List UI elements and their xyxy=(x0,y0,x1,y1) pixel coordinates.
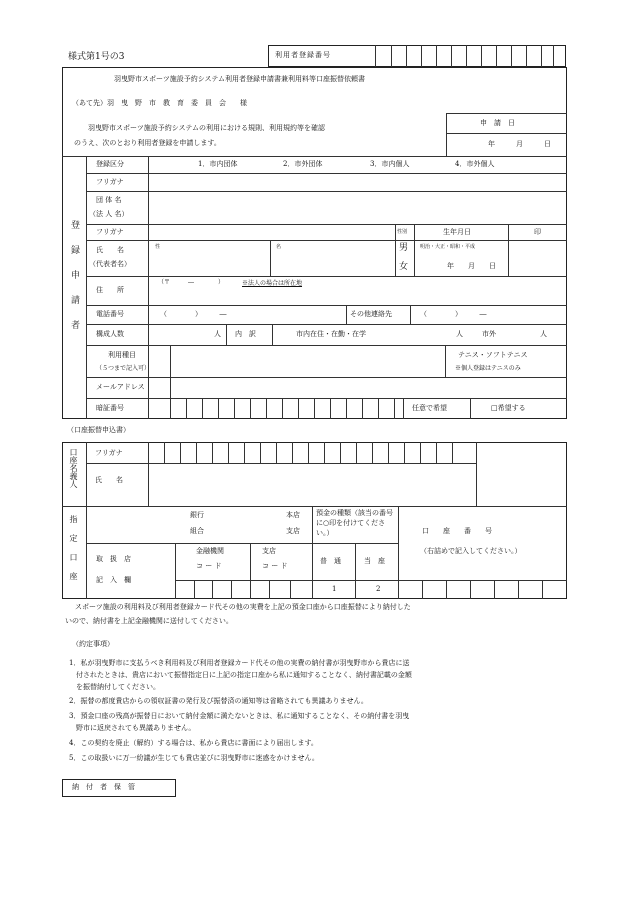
application-date-value[interactable]: 年 月 日 xyxy=(488,140,551,148)
branch-code-sub: コ ー ド xyxy=(262,562,288,570)
form-title: 羽曳野市スポーツ施設予約システム利用者登録申請書兼利用料等口座振替依頼書 xyxy=(114,75,366,83)
holder-name-label: 氏 名 xyxy=(95,476,123,484)
term-line-2: 付されたときは、貴店において振替指定日に上記の指定口座から私に通知することなく、納付書記載の金額 xyxy=(69,671,412,679)
form-id: 様式第1号の3 xyxy=(68,52,125,62)
furigana-label-2: フリガナ xyxy=(96,228,124,236)
branch-code-label: 支店 xyxy=(262,547,276,555)
in-city-label: 市内在住・在勤・在学 xyxy=(296,330,366,338)
account-number-note: （右詰めで記入してください。） xyxy=(420,547,522,555)
term-line-5: 3．預金口座の残高が振替日において納付金額に満たないときは、私に通知することなく、その納付書を羽曳 xyxy=(69,712,410,720)
optional-label: 任意で希望 xyxy=(412,404,447,412)
reg-category-option-2[interactable]: 2．市外団体 xyxy=(283,160,323,168)
name-label: 氏 名 xyxy=(96,246,124,254)
transfer-text-2: いので、納付書を上記金融機関に送付してください。 xyxy=(65,617,233,625)
term-line-3: を振替納付してください。 xyxy=(69,683,160,691)
members-label: 構成人数 xyxy=(96,330,124,338)
breakdown-label: 内 訳 xyxy=(235,330,256,338)
corporate-name-label: （法 人 名） xyxy=(89,210,129,218)
term-line-7: 4．この契約を廃止（解約）する場合は、私から貴店に書面により届出します。 xyxy=(69,739,318,747)
out-city-unit: 人 xyxy=(540,330,547,338)
entry-column-label: 記 入 欄 xyxy=(96,576,131,584)
usage-note: （５つまで記入可） xyxy=(96,365,151,372)
email-label: メールアドレス xyxy=(96,383,145,391)
term-line-1: 1．私が羽曳野市に支払うべき利用料及び利用者登録カード代その他の実費の納付書が羽曳野市から貴店に送 xyxy=(69,659,410,667)
account-holder-side: 口座名義人 xyxy=(69,448,78,488)
reg-category-option-4[interactable]: 4．市外個人 xyxy=(455,160,495,168)
surname-label: 性 xyxy=(155,244,161,250)
bank-label: 銀行 xyxy=(190,511,204,519)
ordinary-label[interactable]: 普 通 xyxy=(320,557,341,565)
term-line-4: 2．振替の都度貴店からの領収証書の発行及び振替済の通知等は省略されても異議ありません。 xyxy=(69,697,368,705)
gender-female[interactable]: 女 xyxy=(399,262,409,272)
term-line-8: 5．この取扱いに万一紛議が生じても貴店並びに羽曳野市に迷惑をかけません。 xyxy=(69,754,319,762)
current-number[interactable]: 2 xyxy=(376,585,381,593)
other-contact-label: その他連絡先 xyxy=(350,310,392,318)
financial-code-sub: コ ー ド xyxy=(196,562,222,570)
terms-title: （約定事項） xyxy=(72,640,114,648)
in-city-unit: 人 xyxy=(456,330,463,338)
tennis-note: ※個人登録はテニスのみ xyxy=(455,365,521,372)
intro-line2: のうえ、次のとおり利用者登録を申請します。 xyxy=(74,139,221,147)
payer-keep-label: 納 付 者 保 管 xyxy=(72,783,135,791)
given-name-label: 名 xyxy=(276,244,282,250)
branch-office-label: 支店 xyxy=(286,527,300,535)
union-label: 組合 xyxy=(190,527,204,535)
gender-label: 性別 xyxy=(397,229,408,235)
representative-label: （代表者名） xyxy=(89,260,131,268)
bank-form xyxy=(62,442,567,599)
deposit-type-label: 預金の種類（該当の番号に○印を付けてください。） xyxy=(316,509,393,537)
addressee: （あて先）羽 曳 野 市 教 育 委 員 会 様 xyxy=(72,99,247,107)
handling-store-label: 取 扱 店 xyxy=(96,555,131,563)
bank-section-title: （口座振替申込書） xyxy=(67,426,130,434)
ordinary-number[interactable]: 1 xyxy=(332,585,337,593)
furigana-label: フリガナ xyxy=(96,178,124,186)
postal-code[interactable]: （〒 ― ） xyxy=(158,279,225,286)
user-reg-no-label: 利用者登録番号 xyxy=(275,51,331,59)
birth-date-value[interactable]: 年 月 日 xyxy=(447,262,496,270)
account-number-label: 口 座 番 号 xyxy=(422,527,492,535)
phone-label: 電話番号 xyxy=(96,310,124,318)
holder-furigana-label: フリガナ xyxy=(95,449,123,457)
address-label: 住 所 xyxy=(96,286,124,294)
pin-label: 暗証番号 xyxy=(96,404,124,412)
phone-value[interactable]: （ ） ― xyxy=(160,310,227,318)
other-contact-value[interactable]: （ ） ― xyxy=(420,310,487,318)
reg-category-option-1[interactable]: 1．市内団体 xyxy=(198,160,238,168)
out-city-label: 市外 xyxy=(482,330,496,338)
transfer-text-1: スポーツ施設の利用料及び利用者登録カード代その他の実費を上記の預金口座から口座振替により納付した xyxy=(75,603,411,611)
seal-label: 印 xyxy=(534,228,541,236)
members-unit: 人 xyxy=(214,330,221,338)
head-office-label: 本店 xyxy=(286,511,300,519)
group-name-label: 団 体 名 xyxy=(96,196,122,204)
intro-line1: 羽曳野市スポーツ施設予約システムの利用における規則、利用規約等を確認 xyxy=(88,124,326,132)
want-checkbox[interactable]: □希望する xyxy=(491,404,526,412)
reg-category-option-3[interactable]: 3．市内個人 xyxy=(370,160,410,168)
usage-label: 利用種目 xyxy=(108,351,136,359)
era-options[interactable]: 明治・大正・昭和・平成 xyxy=(420,244,476,250)
address-note: ※法人の場合は所在地 xyxy=(242,280,303,287)
term-line-6: 野市に返戻されても異議ありません。 xyxy=(69,724,196,732)
designated-account-side: 指定口座 xyxy=(69,515,78,591)
financial-code-label: 金融機関 xyxy=(196,547,224,555)
tennis-label[interactable]: テニス・ソフトテニス xyxy=(458,351,528,359)
birthdate-label: 生年月日 xyxy=(443,228,471,236)
gender-male[interactable]: 男 xyxy=(399,243,409,253)
reg-category-label: 登録区分 xyxy=(96,160,124,168)
current-label[interactable]: 当 座 xyxy=(364,557,385,565)
side-label-applicant: 登録申請者 xyxy=(69,220,79,345)
application-date-label: 申 請 日 xyxy=(480,119,515,127)
